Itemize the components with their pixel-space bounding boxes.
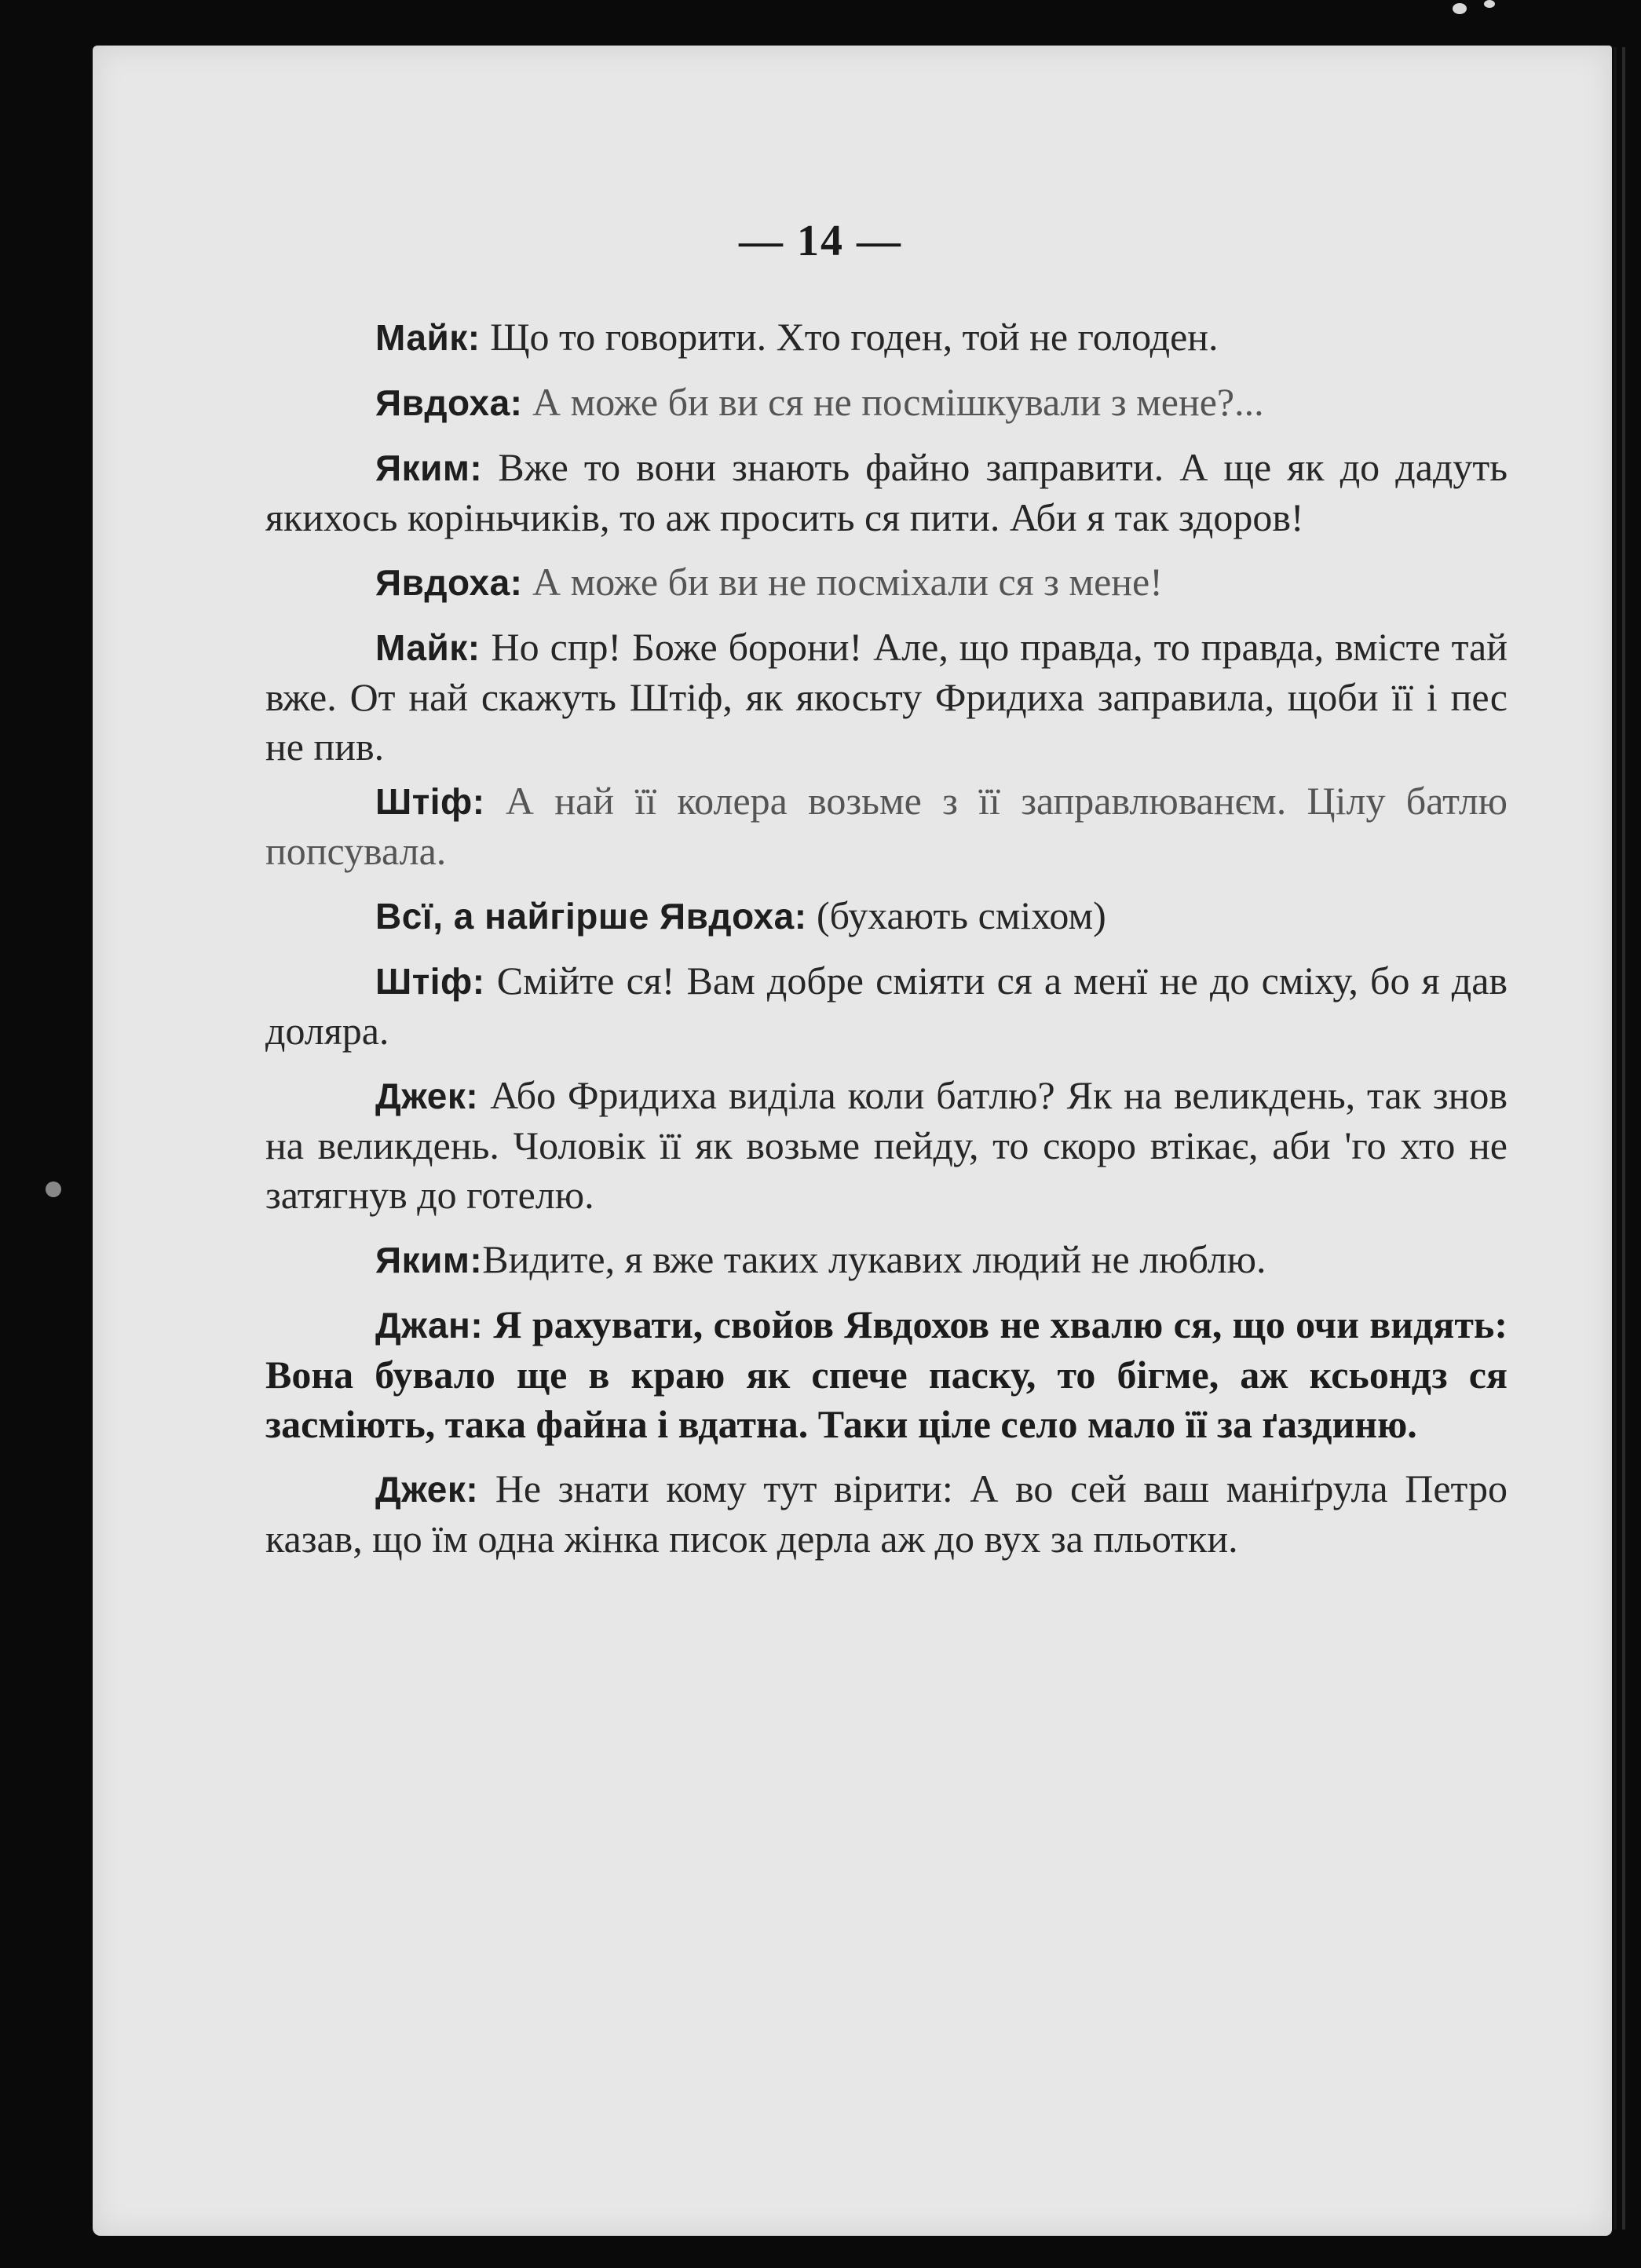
speaker-name: Джек: [375, 1076, 479, 1116]
dialogue-line [265, 776, 1508, 876]
line-text: Вже то вони знають файно заправити. А ще як до дадуть якихось коріньчиків, то аж просить ся пити. Аби я так здоров! [265, 445, 1508, 539]
speaker-name: Явдоха: [375, 382, 523, 423]
scan-speck [1453, 3, 1467, 14]
dialogue-line [265, 1071, 1508, 1220]
dialogue-line [265, 378, 1508, 428]
speaker-name: Майк: [375, 317, 481, 358]
line-text: Я рахувати, свойов Явдохов не хвалю ся, що очи видять: Вона бувало ще в краю як спече паску, то бігме, аж ксьондз ся засміють, така файна і вдатна. Таки ціле село мало її за ґаздиню. [265, 1302, 1508, 1446]
line-text: А най її колера возьме з її заправлюванєм. Цілу батлю попсувала. [265, 779, 1508, 873]
scan-speck [1484, 0, 1495, 8]
line-text: Видите, я вже таких лукавих людий не люблю. [482, 1237, 1266, 1281]
line-text: Смійте ся! Вам добре сміяти ся а менї не до сміху, бо я дав доляра. [265, 959, 1508, 1053]
dialogue-line [265, 557, 1508, 608]
line-text: (бухають сміхом) [806, 893, 1106, 937]
speaker-name: Джан: [375, 1305, 484, 1346]
speaker-name: Джек: [375, 1469, 479, 1510]
dialogue-line [265, 312, 1508, 363]
line-text: Або Фридиха виділа коли батлю? Як на великдень, так знов на великдень. Чоловік її як возьме пейду, то скоро втікає, аби 'го хто не затягнув до готелю. [265, 1073, 1508, 1217]
line-text: А може би ви ся не посмішкували з мене?... [522, 380, 1264, 424]
speaker-name: Штіф: [375, 961, 485, 1002]
line-text: Не знати кому тут вірити: А во сей ваш маніґрула Петро казав, що їм одна жінка писок дерла аж до вух за пльотки. [265, 1466, 1508, 1561]
dialogue-line [265, 443, 1508, 542]
speaker-name: Яким: [375, 447, 483, 488]
dialogue-line [265, 891, 1508, 941]
dialogue-line [265, 1235, 1508, 1285]
dialogue-line [265, 1300, 1508, 1449]
speaker-name: Майк: [375, 627, 481, 668]
dialogue-line [265, 623, 1508, 772]
line-text: А може би ви не посміхали ся з мене! [522, 560, 1163, 604]
line-text: Що то говорити. Хто годен, той не голоден. [480, 315, 1219, 359]
speaker-name: Яким: [375, 1240, 483, 1280]
page-edge-line [1622, 47, 1625, 2230]
speaker-name: Всї, а найгірше Явдоха: [375, 896, 807, 937]
speaker-name: Явдоха: [375, 562, 523, 603]
page-edge-line [1614, 47, 1617, 2230]
page-number: — 14 — [739, 217, 902, 265]
scan-speck [46, 1181, 61, 1197]
dialogue-line [265, 1464, 1508, 1564]
line-text: Но спр! Боже борони! Але, що правда, то правда, вмісте тай вже. От най скажуть Штіф, як якосьту Фридиха заправила, щоби її і пес не пив. [265, 625, 1508, 769]
dialogue-line [265, 956, 1508, 1056]
dialogue-text [265, 312, 1508, 1579]
speaker-name: Штіф: [375, 781, 485, 822]
